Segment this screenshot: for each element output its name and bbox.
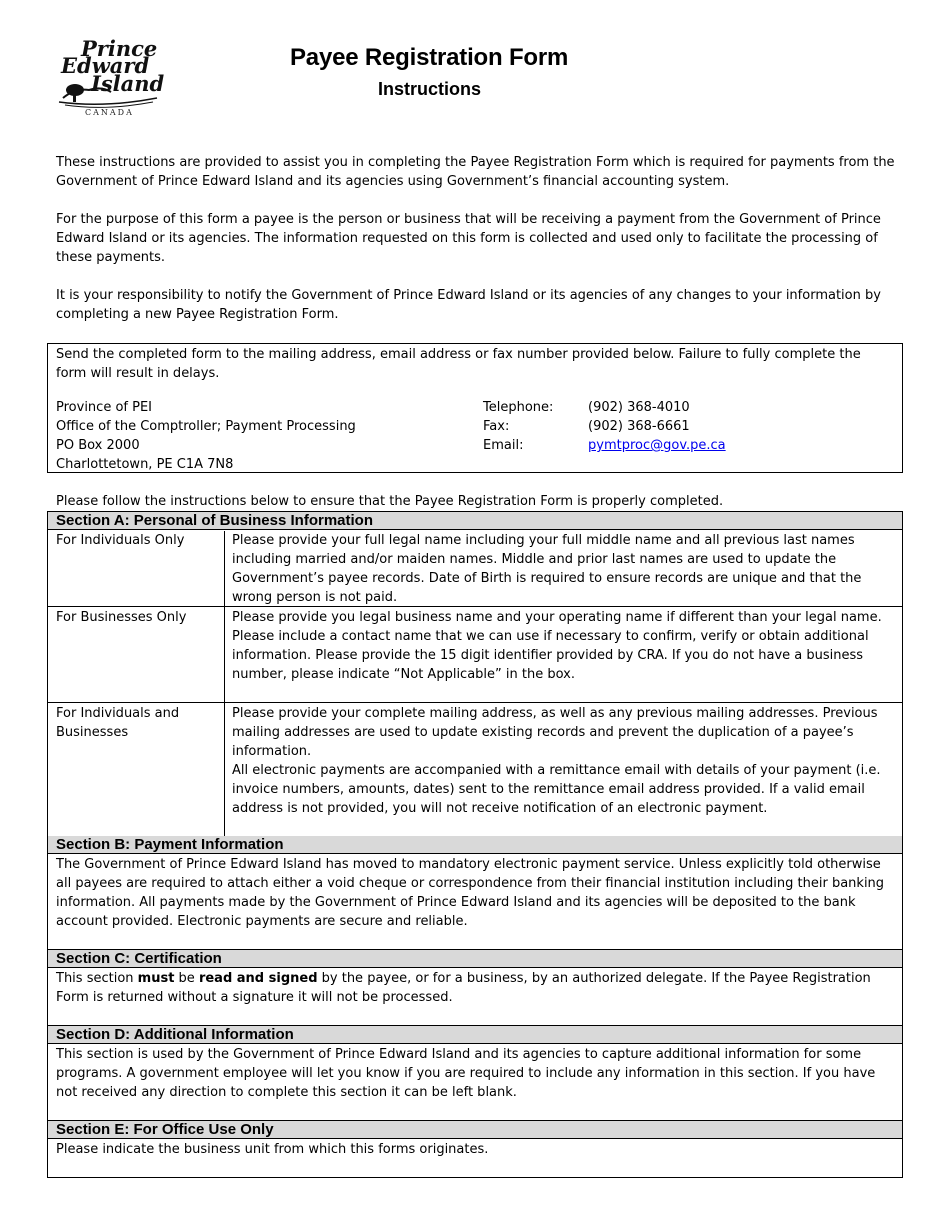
section-d-heading: Section D: Additional Information (48, 1026, 902, 1044)
send-info-box (47, 343, 903, 473)
email-label: Email: (483, 438, 524, 453)
mailing-address (56, 398, 356, 474)
contact-labels (483, 398, 553, 455)
row-text-individuals: Please provide your full legal name including your full middle name and all previous last names including married and/or maiden names. Middle and prior last names are used to update the Government’s payee records. Date of Birth is required to ensure records are unique and that the wrong person is not paid. (232, 533, 862, 605)
row-divider (48, 606, 902, 607)
logo-word-island: Island (91, 71, 165, 96)
section-e-heading: Section E: For Office Use Only (48, 1121, 902, 1139)
page-subtitle: Instructions (378, 79, 482, 99)
instructions-table (47, 511, 903, 1178)
section-c-text (56, 969, 894, 1007)
row-text-both-part-2: All electronic payments are accompanied with a remittance email with details of your payment (i.e. invoice numbers, amounts, dates) sent to the remittance email address provided. If a valid email address is not provided, you will not receive notification of an electronic payment. (232, 763, 881, 816)
send-message: Send the completed form to the mailing address, email address or fax number provided below. Failure to fully complete the form will result in delays. (56, 347, 861, 381)
intro-paragraph-2: For the purpose of this form a payee is the person or business that will be receiving a payment from the Government of Prince Edward Island or its agencies. The information requested on this form is collected and used only to facilitate the processing of these payments. (56, 212, 881, 265)
logo-country: CANADA (85, 108, 134, 117)
fax-label: Fax: (483, 419, 510, 434)
section-c-heading: Section C: Certification (48, 950, 902, 968)
address-line: Province of PEI (56, 400, 152, 415)
intro-paragraph-3: It is your responsibility to notify the Government of Prince Edward Island or its agencies of any changes to your information by completing a new Payee Registration Form. (56, 288, 881, 322)
telephone-label: Telephone: (483, 400, 554, 415)
pei-logo (55, 38, 165, 120)
section-b-heading: Section B: Payment Information (48, 836, 902, 854)
row-label-individuals: For Individuals Only (56, 533, 185, 548)
section-c-text-pre: This section (56, 971, 138, 986)
address-line: Office of the Comptroller; Payment Processing (56, 419, 356, 434)
row-divider (48, 702, 902, 703)
section-d-text: This section is used by the Government of Prince Edward Island and its agencies to capture additional information for some programs. A government employee will let you know if you are required to include any information in this section. If you have not received any direction to complete this section it can be left blank. (56, 1047, 876, 1100)
contact-values (588, 398, 726, 455)
address-line: PO Box 2000 (56, 438, 140, 453)
section-c-text-post: by the payee, or for a business, by an authorized delegate. If the Payee Registration Form is returned without a signature it will not be processed. (56, 971, 871, 1005)
logo-word-prince: Prince (81, 36, 158, 61)
page-title: Payee Registration Form (290, 44, 569, 71)
row-text-both-part-1: Please provide your complete mailing address, as well as any previous mailing addresses. Previous mailing addresses are used to update existing records and prevent the duplication of a payee’s information. (232, 706, 878, 759)
column-divider (224, 531, 225, 836)
address-line: Charlottetown, PE C1A 7N8 (56, 457, 234, 472)
row-text-businesses: Please provide you legal business name and your operating name if different than your legal name. Please include a contact name that we can use if necessary to confirm, verify or obtain additional information. Please provide the 15 digit identifier provided by CRA. If you do not have a business number, please indicate “Not Applicable” in the box. (232, 610, 882, 682)
follow-instructions: Please follow the instructions below to ensure that the Payee Registration Form is properly completed. (56, 494, 724, 509)
section-e-text: Please indicate the business unit from which this forms originates. (56, 1142, 489, 1157)
section-a-heading: Section A: Personal of Business Information (48, 512, 902, 530)
row-text-both (232, 704, 897, 818)
logo-word-edward: Edward (61, 53, 150, 78)
section-c-emphasis-read-signed: read and signed (198, 971, 318, 986)
row-label-businesses: For Businesses Only (56, 610, 187, 625)
intro-paragraph-1: These instructions are provided to assist you in completing the Payee Registration Form which is required for payments from the Government of Prince Edward Island and its agencies using Government’s financial accounting system. (56, 155, 895, 189)
fax-value: (902) 368-6661 (588, 419, 690, 434)
email-link[interactable]: pymtproc@gov.pe.ca (588, 438, 726, 453)
section-c-text-mid: be (174, 971, 199, 986)
row-label-both: For Individuals and Businesses (56, 706, 180, 740)
section-c-emphasis-must: must (137, 971, 175, 986)
section-b-text: The Government of Prince Edward Island has moved to mandatory electronic payment service. Unless explicitly told otherwise all payees are required to attach either a void cheque or correspondence from their financial institution including their banking information. All payments made by the Government of Prince Edward Island and its agencies will be deposited to the bank account provided. Electronic payments are secure and reliable. (56, 857, 885, 929)
telephone-value: (902) 368-4010 (588, 400, 690, 415)
